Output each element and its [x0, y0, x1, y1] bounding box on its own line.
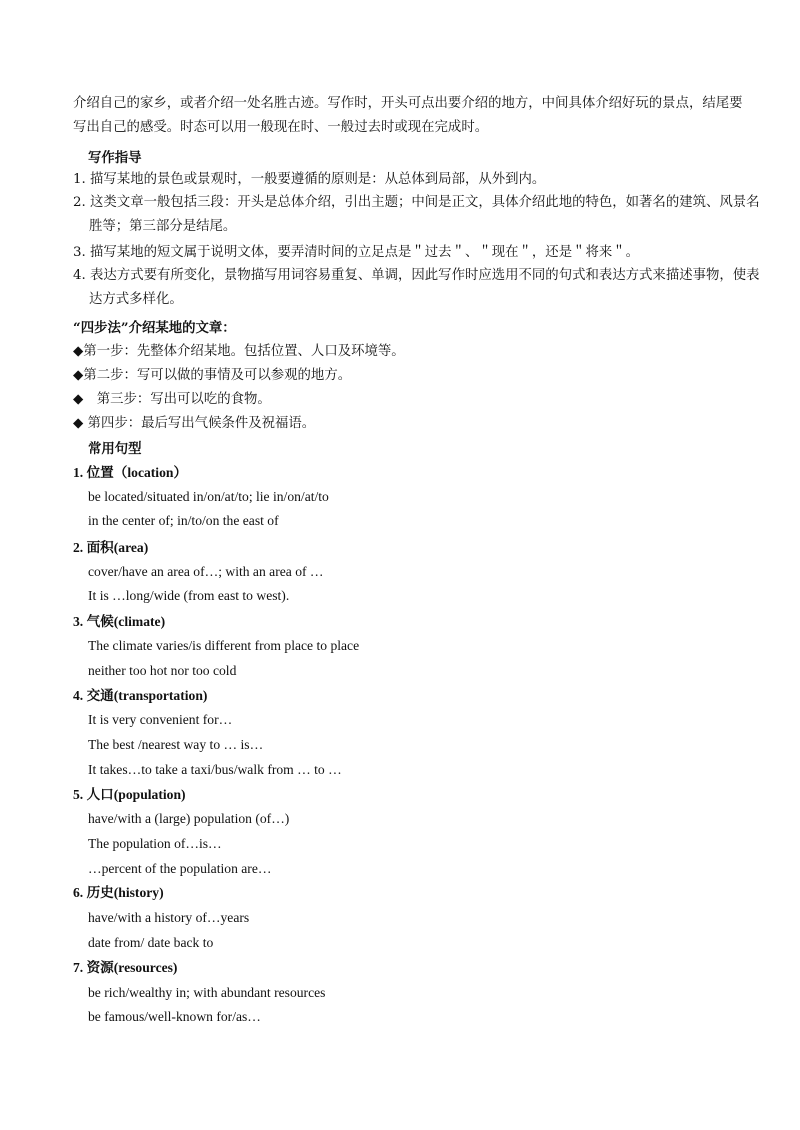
step-item: ◆ 第四步：最后写出气候条件及祝福语。	[73, 416, 316, 431]
pattern-line: neither too hot nor too cold	[88, 663, 237, 678]
step-item: ◆第一步：先整体介绍某地。包括位置、人口及环境等。	[73, 344, 405, 359]
guide-item: 3. 描写某地的短文属于说明文体，要弄清时间的立足点是＂过去＂、＂现在＂，还是＂将来＂。	[73, 245, 640, 260]
pattern-line: cover/have an area of…; with an area of …	[88, 564, 324, 579]
pattern-line: It is very convenient for…	[88, 712, 233, 727]
pattern-line: The climate varies/is different from place to place	[88, 638, 360, 653]
pattern-line: date from/ date back to	[88, 935, 214, 950]
section-title-history: 6. 历史(history)	[73, 885, 164, 900]
pattern-line: The population of…is…	[88, 836, 222, 851]
pattern-line: have/with a history of…years	[88, 910, 250, 925]
pattern-line: The best /nearest way to … is…	[88, 737, 264, 752]
pattern-line: have/with a (large) population (of…)	[88, 811, 290, 826]
step-item: ◆第二步：写可以做的事情及可以参观的地方。	[73, 368, 352, 383]
pattern-line: be famous/well-known for/as…	[88, 1009, 261, 1024]
common-patterns-heading: 常用句型	[88, 441, 142, 457]
four-steps-heading: “四步法”介绍某地的文章：	[73, 320, 236, 336]
pattern-line: be rich/wealthy in; with abundant resources	[88, 985, 326, 1000]
step-item: ◆ 第三步：写出可以吃的食物。	[73, 392, 271, 407]
guide-item: 1. 描写某地的景色或景观时，一般要遵循的原则是：从总体到局部，从外到内。	[73, 172, 546, 187]
intro-paragraph: 介绍自己的家乡，或者介绍一处名胜古迹。写作时，开头可点出要介绍的地方，中间具体介绍好玩的景点，结尾要写出自己的感受。时态可以用一般现在时、一般过去时或现在完成时。	[73, 96, 743, 135]
section-title-transportation: 4. 交通(transportation)	[73, 688, 208, 703]
writing-guide-heading: 写作指导	[88, 150, 142, 166]
pattern-line: in the center of; in/to/on the east of	[88, 513, 279, 528]
pattern-line: …percent of the population are…	[88, 861, 272, 876]
section-title-area: 2. 面积(area)	[73, 540, 149, 555]
guide-item: 4. 表达方式要有所变化，景物描写用词容易重复、单调，因此写作时应选用不同的句式和表达方式来描述事物，使表达方式多样化。	[73, 268, 760, 307]
pattern-line: be located/situated in/on/at/to; lie in/on/at/to	[88, 489, 329, 504]
guide-item: 2. 这类文章一般包括三段：开头是总体介绍，引出主题；中间是正文，具体介绍此地的特色，如著名的建筑、风景名胜等；第三部分是结尾。	[73, 195, 760, 234]
pattern-line: It takes…to take a taxi/bus/walk from … to …	[88, 762, 342, 777]
pattern-line: It is …long/wide (from east to west).	[88, 588, 290, 603]
section-title-location: 1. 位置（location）	[73, 465, 188, 480]
section-title-climate: 3. 气候(climate)	[73, 614, 166, 629]
section-title-population: 5. 人口(population)	[73, 787, 186, 802]
section-title-resources: 7. 资源(resources)	[73, 960, 178, 975]
